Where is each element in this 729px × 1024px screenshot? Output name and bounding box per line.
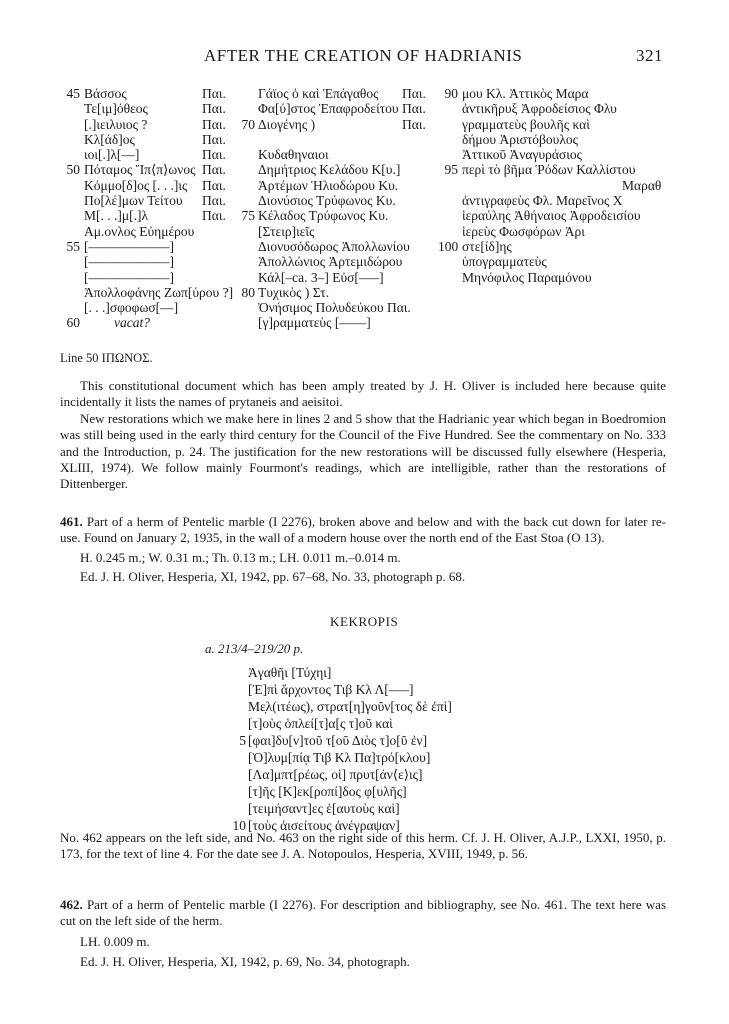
deme-tag [402, 239, 426, 254]
apparatus-note: Line 50 ΙΠΩΝΟΣ. [60, 351, 153, 365]
deme-tag [402, 254, 426, 269]
entry-description: Part of a herm of Pentelic marble (I 2276), broken above and below and with the back cut down for later re-use. Found on January 2, 1935, in the wall of a modern house over the north end of the East Stoa (O 13). [60, 514, 667, 546]
entry-dimensions: LH. 0.009 m. [80, 933, 150, 949]
deme-tag [402, 178, 426, 193]
name-entry: Διονυσόδωρος Ἀπολλωνίου [258, 238, 410, 254]
line-number [438, 315, 458, 330]
name-entry: Κυδαθηναιοι [258, 147, 329, 163]
line-number [235, 224, 255, 239]
name-entry: [γ]ραμματεὺς [––––] [258, 315, 371, 331]
entry-bibliography: Ed. J. H. Oliver, Hesperia, XI, 1942, pp. 67–68, No. 33, photograph p. 68. [80, 569, 466, 585]
line-number [60, 193, 80, 208]
deme-tag: Παι. [202, 86, 226, 101]
inscription-line: [τειμήσαντ]ες ἑ[αυτοὺς καὶ] [248, 801, 400, 816]
line-number [226, 767, 246, 784]
name-entry: [––––––––––––] [84, 238, 174, 254]
deme-tag [202, 285, 226, 300]
deme-tag [402, 193, 426, 208]
deme-tag: Παι. [202, 116, 226, 132]
name-entry: Διονύσιος Τρύφωνος Κυ. [258, 193, 396, 209]
deme-tag [402, 300, 426, 315]
line-number: 45 [66, 86, 80, 101]
line-number [235, 162, 255, 177]
name-entry: στε[ίδ]ης [462, 238, 512, 254]
line-number: 55 [66, 238, 80, 254]
page-number: 321 [636, 46, 663, 65]
deme-tag [202, 270, 226, 285]
name-entry [462, 285, 661, 300]
line-number [60, 117, 80, 132]
line-number [438, 224, 458, 239]
name-entry: ἱερεὺς Φωσφόρων Ἀρι [462, 223, 585, 239]
line-number [226, 784, 246, 801]
name-entry [462, 315, 661, 330]
name-entry: [––––––––––––] [84, 254, 174, 270]
name-entry: Γάϊος ὁ καὶ Ἐπάγαθος [258, 86, 379, 101]
deme-tag [402, 132, 426, 147]
line-number: 50 [66, 162, 80, 178]
line-number: 10 [232, 818, 246, 833]
entry-461 [60, 514, 666, 586]
name-entry: [. . .]σφοφωσ[––] [84, 300, 179, 316]
line-number [235, 132, 255, 147]
line-number: 100 [438, 238, 459, 254]
name-entry: ὑπογραμματεὺς [462, 254, 547, 270]
entry-number: 461. [60, 514, 83, 529]
name-entry: Ἀττικοῦ Ἀναγυράσιος [462, 147, 582, 163]
deme-tag [402, 315, 426, 330]
line-number [60, 224, 80, 239]
name-entry: Πο[λέ]μων Τείτου [84, 193, 183, 209]
col1-line-numbers [60, 86, 80, 331]
entry-description: Part of a herm of Pentelic marble (I 2276). For description and bibliography, see No. 461. The text here was cut on the left side of the herm. [60, 897, 667, 929]
line-number [235, 101, 255, 116]
commentary-462-463: No. 462 appears on the left side, and No. 463 on the right side of this herm. Cf. J. H. Oliver, A.J.P., LXXI, 1950, p. 173, for the text of line 4. For the date see J. A. Notopoulos, Hesperia, XVIII, 1949, p. 56. [60, 830, 666, 862]
line-number [235, 315, 255, 330]
name-entry: Κάλ[–ca. 3–] Εὐσ[–––] [258, 269, 384, 285]
name-entry: Βάσσος [84, 86, 127, 101]
deme-tag [402, 147, 426, 162]
name-entry: Κλ[άδ]ος [84, 131, 135, 147]
name-entry: Διογένης ) [258, 116, 316, 132]
deme-tag: Παι. [402, 101, 426, 117]
col1-tags [202, 86, 226, 331]
inscription-line: [τ]ῆς [Κ]εκ[ροπί]δος φ[υλῆς] [248, 784, 407, 799]
deme-tag [402, 208, 426, 223]
inscription-line: [Ὀ]λυμ[πίᾳ Τιβ Κλ Πα]τρό[κλου] [248, 750, 431, 765]
line-number [235, 254, 255, 269]
inscription-line-numbers [226, 665, 246, 835]
line-number: 95 [444, 162, 458, 178]
line-number: 90 [444, 86, 458, 101]
line-number [438, 300, 458, 315]
line-number [235, 193, 255, 208]
name-entry: γραμματεὺς βουλῆς καὶ [462, 116, 590, 132]
line-number [438, 254, 458, 269]
col2-line-numbers [235, 86, 255, 331]
inscription-line: Ἀγαθῆι [Τύχηι] [248, 665, 332, 680]
line-number: 5 [239, 733, 246, 748]
name-entry: Ἀπολλοφάνης Ζωπ[ύρου ?] [84, 284, 234, 300]
inscription-line: [φαι]δυ[ν]τοῦ τ[οῦ Διὸς τ]ο[ῦ ἐν] [248, 733, 428, 748]
line-number [60, 178, 80, 193]
line-number [60, 147, 80, 162]
line-number [60, 300, 80, 315]
name-entry: [Στειρ]ιεῖς [258, 223, 315, 239]
line-number [60, 254, 80, 269]
deme-tag [202, 239, 226, 254]
deme-tag [402, 285, 426, 300]
col3-line-numbers [438, 86, 458, 331]
line-number [235, 86, 255, 101]
line-number [226, 665, 246, 682]
name-entry: Κέλαδος Τρύφωνος Κυ. [258, 208, 389, 224]
deme-tag [402, 162, 426, 177]
name-entry: Τε[ιμ]όθεος [84, 101, 148, 117]
name-entry: περὶ τὸ βῆμα Ῥόδων Καλλίστου [462, 162, 636, 178]
line-number [226, 716, 246, 733]
name-entry: Μηνόφιλος Παραμόνου [462, 269, 592, 285]
line-number [60, 101, 80, 116]
line-number [438, 178, 458, 193]
name-entry: Δημήτριος Κελάδου Κ[υ.] [258, 162, 401, 178]
line-number [60, 270, 80, 285]
deme-tag: Παι. [202, 208, 226, 224]
deme-tag: Παι. [202, 162, 226, 178]
deme-tag [202, 224, 226, 239]
line-number [438, 270, 458, 285]
entry-bibliography: Ed. J. H. Oliver, Hesperia, XI, 1942, p. 69, No. 34, photograph. [80, 954, 410, 970]
entry-number: 462. [60, 897, 83, 912]
col3-names [462, 86, 661, 331]
deme-tag: Παι. [402, 116, 426, 132]
name-entry: δήμου Ἀριστόβουλος [462, 131, 578, 147]
date-line: a. 213/4–219/20 p. [205, 641, 304, 656]
tribe-heading: KEKROPIS [330, 614, 399, 629]
line-number [235, 270, 255, 285]
line-number: 60 [66, 315, 80, 331]
line-number [235, 300, 255, 315]
line-number [60, 208, 80, 223]
line-number [235, 178, 255, 193]
name-entry: Μ[. . .]μ[.]λ [84, 208, 149, 224]
inscription-text [248, 665, 452, 835]
line-number: 70 [241, 116, 255, 132]
inscription-line: Με̣λ(ιτέως), στρατ[η]γοῦν[τος δὲ ἐπὶ] [248, 699, 452, 714]
deme-tag [402, 224, 426, 239]
deme-tag: Παι. [202, 101, 226, 117]
name-entry: ιοι[.]λ[––] [84, 147, 140, 163]
deme-tag: Παι. [202, 177, 226, 193]
name-entry: Ὀνήσιμος Πολυδεύκου Παι. [258, 300, 411, 316]
deme-tag: Παι. [202, 147, 226, 163]
name-entry: Τυχικὸς ) Στ. [258, 284, 330, 300]
name-entry: Αμ.ονλος Εὐημέρου [84, 223, 195, 239]
name-entry [462, 300, 661, 315]
name-entry: ἀντικῆρυξ Ἀφροδείσιος Φλυ [462, 101, 617, 117]
line-number [438, 117, 458, 132]
deme-tag [202, 300, 226, 315]
col2-tags [402, 86, 426, 331]
inscription-line: [Ἐ]πὶ ἄρχοντος Τιβ Κλ Λ[–––] [248, 682, 414, 697]
name-entry: ἱεραύλης Ἀθήναιος Ἀφροδεισίου [462, 208, 641, 224]
line-number [226, 682, 246, 699]
col2-names [258, 86, 411, 331]
deme-tag: Παι. [202, 193, 226, 209]
line-number [438, 208, 458, 223]
line-number [226, 750, 246, 767]
line-number [438, 101, 458, 116]
entry-462 [60, 897, 666, 971]
running-header: AFTER THE CREATION OF HADRIANIS [204, 46, 523, 65]
entry-dimensions: H. 0.245 m.; W. 0.31 m.; Th. 0.13 m.; LH. 0.011 m.–0.014 m. [80, 549, 401, 565]
name-entry: Μαραθ [622, 177, 662, 193]
deme-tag [402, 270, 426, 285]
deme-tag: Παι. [202, 131, 226, 147]
paragraph-1: This constitutional document which has been amply treated by J. H. Oliver is included here because quite incidentally it lists the names of prytaneis and aeisitoi. [60, 378, 666, 410]
name-entry: Κόμμο[δ]ος [. . .]ις [84, 177, 188, 193]
name-entry: μου Κλ. Ἀττικὸς Μαρα [462, 86, 589, 101]
name-entry: vacat? [114, 315, 150, 331]
name-entry: Φα[ύ]στος Ἐπαφροδείτου [258, 101, 399, 117]
line-number [438, 132, 458, 147]
line-number [60, 132, 80, 147]
line-number [438, 193, 458, 208]
line-number: 75 [241, 208, 255, 224]
line-number [235, 239, 255, 254]
inscription-line: [Λα]μπτ[ρέως, οἱ] πρυτ[άν⟨ε⟩ις] [248, 767, 423, 782]
line-number [235, 147, 255, 162]
line-number: 80 [241, 284, 255, 300]
line-number [60, 285, 80, 300]
deme-tag: Παι. [402, 86, 426, 101]
deme-tag [202, 315, 226, 330]
inscription-line: [τ]οὺς ὁπλεί[τ]α[ς τ]οῦ καὶ [248, 716, 393, 731]
deme-tag [202, 254, 226, 269]
commentary [60, 378, 666, 493]
line-number [226, 801, 246, 818]
name-entry [258, 132, 411, 147]
name-entry: [.]ιειλυιος ? [84, 116, 148, 132]
line-number [438, 147, 458, 162]
inscription-line: [τοὺς ἀισείτους ἀνέγραψαν] [248, 818, 400, 833]
name-entry: [––––––––––––] [84, 269, 174, 285]
line-number [438, 285, 458, 300]
name-entry: Ἀρτέμων Ἡλιοδώρου Κυ. [258, 177, 399, 193]
name-entry: Πόταμος Ἵπ⟨π⟩ωνος [84, 162, 196, 178]
paragraph-2: New restorations which we make here in lines 2 and 5 show that the Hadrianic year which began in Boedromion was still being used in the early third century for the Council of the Five Hundred. See the commentary on No. 333 and the Introduction, p. 24. The justification for the new restorations will be discussed fully elsewhere (Hesperia, XLIII, 1974). We follow mainly Fourmont's readings, which are intelligible, rather than the restorations of Dittenberger. [60, 410, 666, 492]
line-number [226, 699, 246, 716]
name-entry: ἀντιγραφεὺς Φλ. Μαρεῖνος Χ [462, 193, 623, 209]
name-entry: Ἀπολλώνιος Ἀρτεμιδώρου [258, 254, 403, 270]
